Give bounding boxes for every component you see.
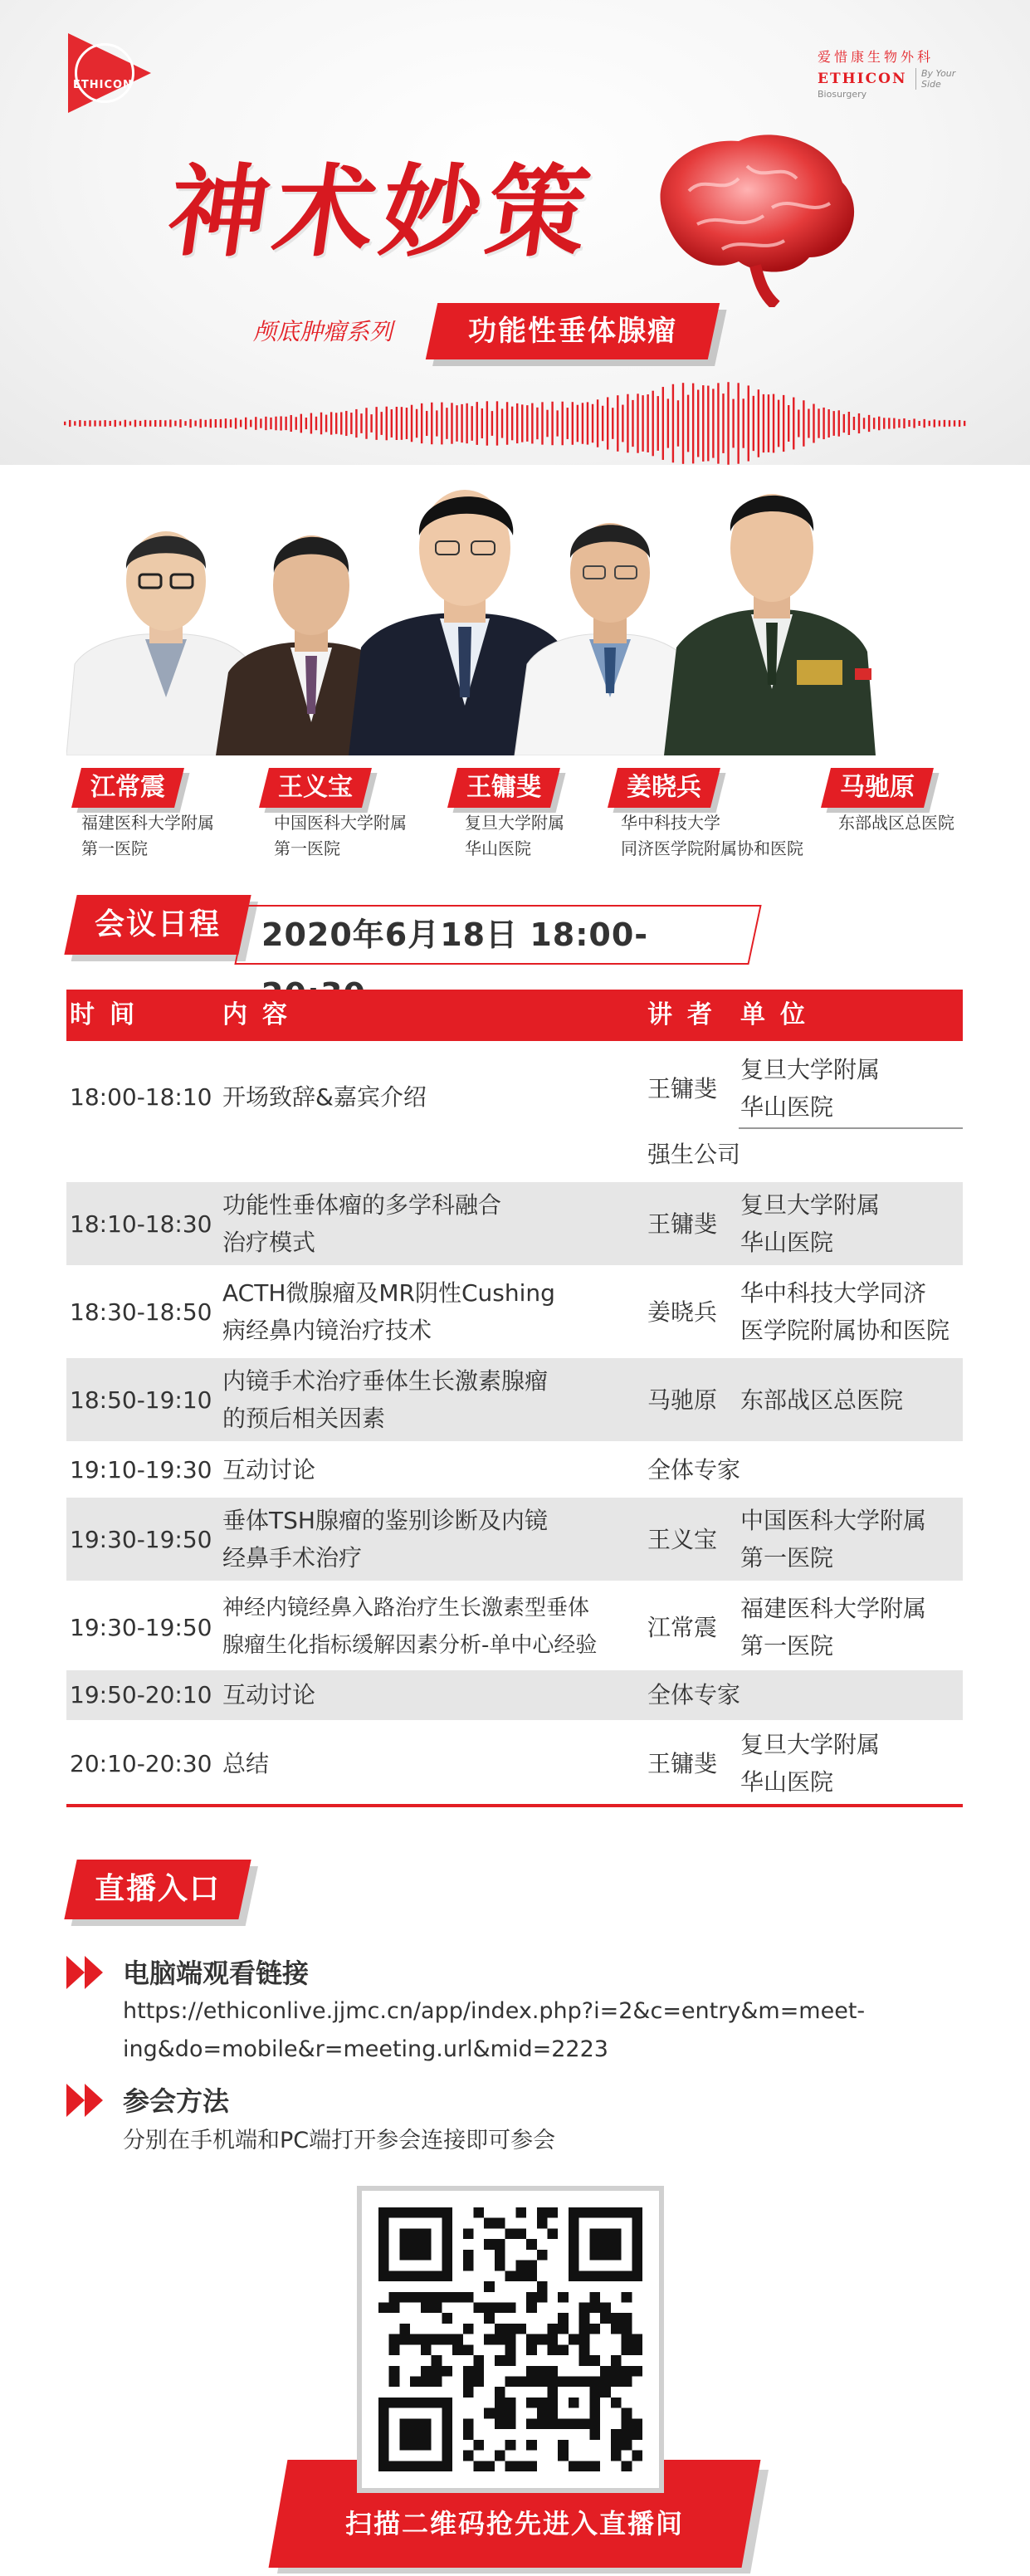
wave-bar (647, 394, 648, 452)
wave-bar (436, 410, 437, 436)
double-arrow-icon (66, 2084, 111, 2117)
wave-bar (386, 407, 388, 441)
row-unit-2: 华山医院 (740, 1768, 834, 1796)
wave-bar (873, 418, 875, 429)
col-content: 内容 (222, 1000, 302, 1029)
wave-bar (446, 408, 447, 439)
wave-bar (365, 408, 367, 438)
wave-bar (416, 409, 417, 438)
wave-bar (903, 418, 905, 428)
pc-link-url-2[interactable]: ing&do=mobile&r=meeting.url&mid=2223 (123, 2036, 608, 2062)
brand-en: ETHICON (818, 71, 907, 87)
col-speaker: 讲者 (647, 1000, 727, 1029)
wave-bar (582, 403, 583, 443)
ethicon-biosurgery-logo (818, 46, 984, 100)
row-content: 互动讨论 (222, 1681, 316, 1708)
table-row (66, 1586, 963, 1669)
wave-bar (300, 414, 302, 433)
page-title: 神术妙策 (160, 154, 603, 271)
wave-bar (320, 413, 322, 435)
wave-bar (763, 394, 764, 452)
wave-bar (536, 408, 538, 439)
wave-bar (551, 402, 553, 445)
wave-bar (79, 420, 81, 427)
speaker-affiliation-3: 复旦大学附属 华山医院 (465, 813, 564, 858)
wave-bar (737, 383, 739, 463)
wave-bar (451, 403, 452, 443)
row-unit-2: 第一医院 (740, 1632, 834, 1659)
wave-bar (722, 393, 724, 453)
wave-bar (84, 421, 85, 426)
speaker-name-1: 江常震 (90, 773, 165, 802)
wave-bar (290, 415, 292, 432)
wave-bar (707, 386, 709, 462)
wave-bar (441, 403, 442, 445)
wave-bar (833, 411, 835, 436)
wave-bar (330, 412, 332, 434)
wave-bar (546, 410, 548, 437)
wave-bar (712, 389, 714, 457)
wave-bar (823, 408, 824, 439)
wave-bar (617, 395, 618, 452)
wave-bar (587, 402, 588, 444)
brand-cn: 爱惜康生物外科 (818, 49, 935, 65)
wave-bar (813, 404, 814, 443)
row-time: 19:10-19:30 (70, 1456, 212, 1484)
brain-icon (631, 116, 871, 307)
wave-bar (215, 419, 217, 428)
wave-bar (355, 409, 357, 437)
wave-bar (652, 391, 654, 457)
wave-bar (727, 382, 729, 465)
wave-bar (240, 420, 242, 428)
brand-slogan: By Your Side (915, 68, 955, 90)
wave-bar (748, 385, 749, 461)
col-time: 时间 (70, 1000, 149, 1029)
wave-bar (305, 418, 307, 429)
wave-bar (94, 420, 95, 426)
qr-caption: 扫描二维码抢先进入直播间 (344, 2508, 684, 2539)
wave-bar (159, 420, 161, 427)
wave-bar (235, 418, 237, 428)
wave-bar (129, 421, 131, 425)
col-unit: 单位 (740, 1000, 820, 1029)
wave-bar (104, 420, 105, 427)
row-speaker: 姜晓兵 (647, 1298, 718, 1326)
wave-bar (245, 418, 247, 430)
table-row (66, 1358, 963, 1441)
speakers-section (0, 465, 1030, 802)
wave-bar (255, 417, 256, 430)
wave-bar (179, 419, 181, 428)
wave-bar (230, 419, 232, 428)
wave-bar (74, 421, 76, 425)
wave-bar (149, 420, 151, 426)
wave-bar (562, 402, 564, 446)
hero-header (0, 0, 1030, 465)
wave-bar (476, 402, 478, 445)
wave-bar (888, 418, 890, 428)
wave-bar (411, 405, 412, 442)
wave-bar (205, 420, 207, 427)
wave-bar (491, 411, 493, 436)
wave-bar (632, 400, 633, 447)
wave-bar (908, 420, 910, 427)
wave-bar (265, 417, 266, 430)
wave-bar (853, 417, 855, 430)
wave-bar (169, 419, 171, 427)
wave-bar (315, 417, 317, 430)
row-content-2: 经鼻手术治疗 (222, 1544, 363, 1572)
wave-bar (682, 383, 684, 464)
row-unit-2: 华山医院 (740, 1093, 834, 1121)
pc-link-url-1[interactable]: https://ethiconlive.jjmc.cn/app/index.php?i=2&c=entry&m=meet- (123, 1998, 866, 2024)
wave-bar (421, 403, 422, 443)
wave-bar (627, 394, 628, 453)
row-time: 19:50-20:10 (70, 1681, 212, 1708)
wave-bar (758, 389, 759, 457)
wave-bar (778, 400, 779, 447)
wave-bar (954, 420, 955, 426)
row-speaker: 王镛斐 (647, 1750, 718, 1777)
wave-bar (803, 400, 804, 446)
wave-bar (516, 403, 518, 443)
wave-bar (964, 421, 965, 426)
wave-bar (622, 405, 623, 442)
wave-bar (929, 421, 930, 426)
wave-bar (310, 413, 312, 434)
wave-bar (572, 402, 574, 445)
table-row (66, 1723, 963, 1803)
wave-bar (934, 419, 935, 427)
wave-bar (120, 421, 121, 425)
wave-bar (637, 393, 638, 452)
wave-bar (667, 398, 669, 447)
row-content: 内镜手术治疗垂体生长激素腺瘤 (222, 1367, 549, 1395)
wave-bar (189, 419, 191, 428)
table-bottom-rule (66, 1804, 963, 1807)
wave-bar (184, 421, 186, 426)
wave-bar (506, 402, 508, 444)
row-unit-2: 华山医院 (740, 1229, 834, 1256)
wave-bar (426, 411, 427, 436)
wave-bar (798, 409, 799, 437)
wave-bar (401, 407, 403, 440)
speaker-name-3: 王镛斐 (466, 773, 541, 802)
wave-bar (697, 390, 699, 457)
join-method-title: 参会方法 (123, 2085, 230, 2117)
row-speaker: 王镛斐 (647, 1075, 718, 1102)
wave-bar (556, 410, 558, 436)
wave-bar (335, 413, 337, 434)
wave-bar (285, 417, 286, 430)
row-unit-1: 复旦大学附属 (740, 1731, 881, 1758)
wave-bar (154, 420, 156, 427)
schedule-table-header (66, 990, 963, 1041)
wave-bar (174, 421, 176, 427)
double-arrow-icon (66, 1956, 111, 1989)
wave-bar (115, 420, 116, 427)
wave-bar (577, 405, 578, 442)
wave-bar (913, 418, 915, 428)
wave-bar (818, 408, 819, 437)
row-speaker: 王义宝 (647, 1526, 718, 1553)
wave-bar (918, 421, 920, 426)
qr-code-frame (357, 2186, 664, 2493)
row-content: 神经内镜经鼻入路治疗生长激素型垂体 (222, 1596, 590, 1620)
wave-bar (939, 420, 940, 426)
speaker-affiliation-1: 福建医科大学附属 第一医院 (81, 813, 214, 858)
wave-bar (657, 396, 659, 451)
row-time: 18:00-18:10 (70, 1083, 212, 1111)
wave-bar (466, 403, 467, 443)
wave-bar (602, 406, 603, 442)
wave-bar (592, 404, 593, 442)
wave-bar (924, 419, 925, 428)
wave-bar (456, 405, 457, 442)
wave-bar (89, 420, 90, 426)
wave-bar (521, 404, 523, 442)
meeting-date: 2020年6月18日 18:00- (261, 917, 649, 953)
qr-code-icon[interactable] (378, 2207, 642, 2471)
wave-bar (838, 410, 840, 436)
row-time: 20:10-20:30 (70, 1750, 212, 1777)
wave-bar (325, 415, 327, 433)
wave-bar (225, 418, 227, 428)
wave-bar (843, 414, 845, 433)
pc-link-title: 电脑端观看链接 (123, 1958, 310, 1989)
wave-bar (194, 421, 196, 427)
wave-bar (295, 417, 297, 429)
wave-bar (959, 420, 960, 427)
wave-bar (642, 395, 643, 452)
wave-bar (124, 420, 126, 427)
wave-bar (768, 394, 769, 452)
wave-bar (144, 420, 146, 427)
wave-bar (687, 395, 689, 452)
wave-bar (893, 418, 895, 429)
wave-bar (260, 418, 261, 428)
table-row (66, 1041, 963, 1182)
row-speaker: 江常震 (647, 1614, 718, 1641)
wave-bar (200, 419, 202, 428)
row-time: 18:30-18:50 (70, 1298, 212, 1326)
wave-bar (69, 420, 71, 427)
speaker-portraits (66, 481, 996, 755)
wave-bar (788, 405, 789, 442)
row-content: ACTH微腺瘤及MR阴性Cushing (222, 1279, 555, 1307)
speaker-photo-5 (664, 494, 876, 755)
wave-bar (481, 408, 483, 438)
speaker-affiliation-5: 东部战区总医院 (838, 813, 954, 833)
row-content-2: 治疗模式 (222, 1229, 316, 1256)
row-unit-1: 复旦大学附属 (740, 1056, 881, 1083)
ethicon-logo-left (68, 33, 159, 108)
wave-bar (360, 413, 362, 433)
row-speaker: 全体专家 (647, 1681, 741, 1708)
brand-sub: Biosurgery (818, 89, 867, 100)
wave-bar (471, 406, 473, 441)
row-time: 18:50-19:10 (70, 1386, 212, 1414)
sound-wave-decoration (62, 378, 967, 469)
wave-bar (827, 409, 829, 437)
table-row (66, 1670, 963, 1720)
row-unit-1: 中国医科大学附属 (740, 1507, 927, 1534)
wave-bar (486, 401, 488, 445)
row-time: 19:30-19:50 (70, 1526, 212, 1553)
wave-bar (783, 395, 784, 452)
wave-bar (496, 401, 498, 445)
wave-bar (541, 402, 543, 444)
live-heading: 直播入口 (94, 1872, 221, 1906)
wave-bar (612, 408, 613, 439)
wave-bar (743, 398, 744, 447)
row-unit-1: 复旦大学附属 (740, 1191, 881, 1219)
schedule-heading: 会议日程 (94, 907, 221, 941)
series-label: 颅底肿瘤系列 (253, 318, 393, 345)
wave-bar (607, 397, 608, 449)
ethicon-logo-text: ETHICON (73, 79, 133, 91)
wave-bar (461, 404, 462, 442)
row-unit-2: 医学院附属协和医院 (740, 1317, 950, 1344)
table-row (66, 1182, 963, 1265)
row-speaker: 马驰原 (647, 1386, 718, 1414)
wave-bar (662, 387, 664, 460)
wave-bar (848, 412, 850, 435)
wave-bar (868, 415, 870, 432)
row-time: 18:10-18:30 (70, 1210, 212, 1238)
wave-bar (396, 407, 398, 440)
row-content: 总结 (222, 1750, 270, 1777)
wave-bar (370, 414, 372, 433)
wave-bar (702, 385, 704, 462)
row-speaker: 王镛斐 (647, 1210, 718, 1238)
wave-bar (381, 412, 383, 435)
wave-bar (597, 399, 598, 447)
row-content-2: 病经鼻内镜治疗技术 (222, 1317, 432, 1344)
wave-bar (501, 408, 503, 437)
wave-bar (567, 408, 569, 439)
wave-bar (672, 384, 674, 462)
wave-bar (883, 418, 885, 428)
wave-bar (898, 419, 900, 428)
wave-bar (210, 419, 212, 428)
wave-bar (863, 418, 865, 428)
wave-bar (110, 421, 111, 426)
wave-bar (692, 384, 694, 464)
wave-bar (431, 403, 432, 444)
row-time: 19:30-19:50 (70, 1614, 212, 1641)
row-unit-2: 第一医院 (740, 1544, 834, 1572)
row-content: 垂体TSH腺瘤的鉴别诊断及内镜 (222, 1507, 548, 1534)
table-row (66, 1446, 963, 1494)
wave-bar (732, 399, 734, 448)
wave-bar (949, 420, 950, 427)
wave-bar (793, 398, 794, 450)
wave-bar (164, 420, 166, 426)
row-speaker: 全体专家 (647, 1456, 741, 1484)
wave-bar (270, 418, 271, 429)
wave-bar (250, 420, 251, 428)
wave-bar (773, 394, 774, 453)
row-unit-1: 东部战区总医院 (740, 1386, 904, 1414)
wave-bar (511, 407, 513, 441)
speaker-name-2: 王义宝 (278, 773, 353, 802)
row-content: 互动讨论 (222, 1456, 316, 1484)
wave-bar (99, 421, 100, 427)
wave-bar (944, 420, 945, 427)
wave-bar (406, 408, 408, 439)
wave-bar (878, 417, 880, 431)
speaker-affiliation-2: 中国医科大学附属 第一医院 (274, 813, 407, 858)
row-content-2: 的预后相关因素 (222, 1405, 386, 1432)
wave-bar (280, 416, 281, 430)
wave-bar (340, 412, 342, 434)
wave-bar (753, 396, 754, 451)
wave-bar (350, 413, 352, 434)
wave-bar (526, 405, 528, 442)
wave-bar (64, 422, 66, 425)
wave-bar (391, 409, 393, 437)
table-row (66, 1270, 963, 1353)
speaker-affiliation-4: 华中科技大学 同济医学院附属协和医院 (621, 813, 803, 858)
wave-bar (275, 417, 276, 431)
speaker-name-5: 马驰原 (840, 773, 915, 802)
wave-bar (717, 383, 719, 463)
row-unit-1: 华中科技大学同济 (740, 1279, 927, 1307)
row-content: 开场致辞&嘉宾介绍 (222, 1083, 427, 1111)
wave-bar (375, 407, 377, 440)
row-speaker-b: 强生公司 (647, 1141, 741, 1168)
row-divider (739, 1127, 963, 1129)
wave-bar (677, 400, 679, 447)
row-content: 功能性垂体瘤的多学科融合 (222, 1191, 502, 1219)
row-unit-1: 福建医科大学附属 (740, 1595, 927, 1622)
table-row (66, 1498, 963, 1581)
wave-bar (858, 413, 860, 433)
row-content-2: 腺瘤生化指标缓解因素分析-单中心经验 (222, 1633, 598, 1658)
join-method-text: 分别在手机端和PC端打开参会连接即可参会 (123, 2128, 556, 2153)
wave-bar (139, 421, 141, 426)
wave-bar (220, 419, 222, 428)
topic-label: 功能性垂体腺瘤 (468, 315, 677, 348)
wave-bar (345, 411, 347, 436)
wave-bar (531, 403, 533, 444)
wave-bar (808, 408, 809, 437)
speaker-name-4: 姜晓兵 (627, 773, 701, 802)
wave-bar (134, 420, 136, 428)
